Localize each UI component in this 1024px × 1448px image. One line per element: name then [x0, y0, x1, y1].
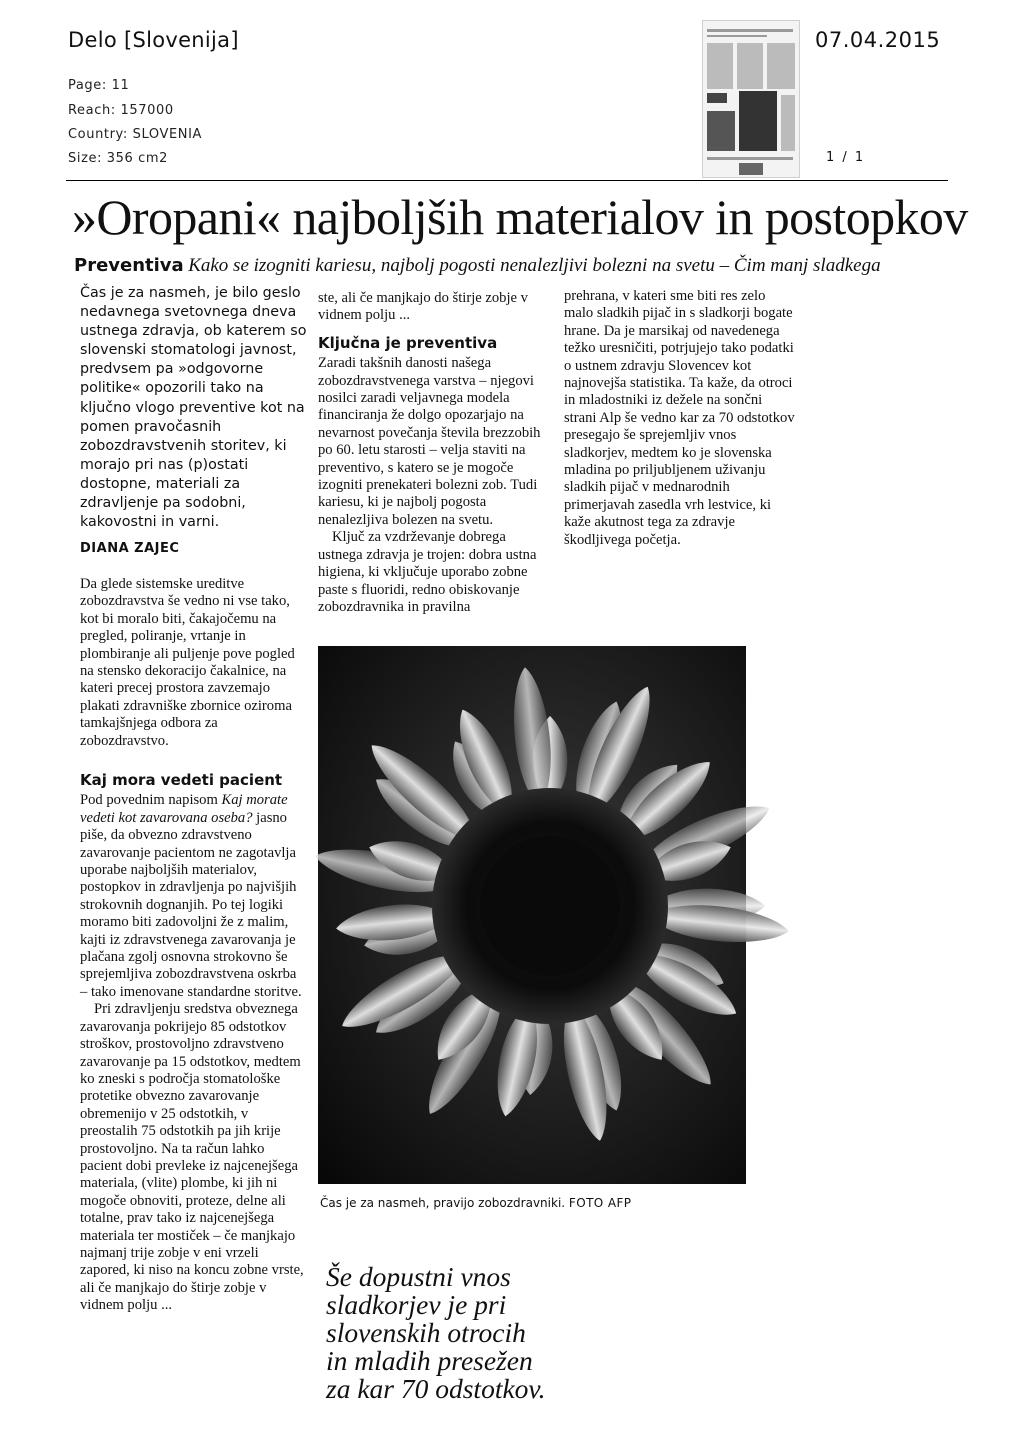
publication-name: Delo [Slovenija] — [68, 28, 239, 52]
article-kicker — [74, 255, 881, 277]
reach-value: Reach: 157000 — [68, 103, 174, 118]
kicker-text: Kako se izogniti kariesu, najbolj pogosti nenalezljivi bolezni na svetu – Čim manj sladkega — [188, 255, 881, 276]
text-run: jasno piše, da obvezno zdravstveno zavarovanje pacientom ne zagotavlja uporabe najboljših materialov, postopkov in zdravljenja po najvišjih strokovnih dognanjih. Po tej logiki moramo biti zadovoljni že z malim, kajti iz zdravstvenega zavarovanja je plačana zgolj osnovna strokovno še sprejemljiva zobozdravstvena oskrba – tako imenovane standardne storitve. — [80, 809, 302, 1000]
page-count: 1 / 1 — [826, 150, 866, 165]
column-1-top — [80, 576, 306, 750]
clipping-header — [0, 0, 1024, 182]
page-number: Page: 11 — [68, 78, 130, 93]
pull-quote-line: za kar 70 odstotkov. — [326, 1373, 546, 1404]
body-paragraph: Ključ za vzdrževanje dobrega ustnega zdravja je trojen: dobra ustna higiena, ki vključuje uporabo zobne paste s fluoridi, redno obiskovanje zobozdravnika in pravilna — [318, 529, 537, 615]
kicker-label: Preventiva — [74, 255, 184, 276]
author-byline: DIANA ZAJEC — [80, 541, 180, 556]
body-paragraph: Da glede sistemske ureditve zobozdravstva še vedno ni vse tako, kot bi moralo biti, čakajočemu na pregled, poliranje, vrtanje in plombiranje ali puljenje pove pogled na stensko dekoracijo čakalnice, na kateri precej prostora zavzemajo plakati zdravniške zbornice oziroma tamkajšnjega odbora za zobozdravstvo. — [80, 576, 295, 749]
subheading-prevention: Ključna je preventiva — [318, 333, 498, 352]
body-paragraph: ste, ali če manjkajo do štirje zobje v vidnem polju ... — [318, 290, 528, 324]
photo-caption — [320, 1196, 631, 1210]
pull-quote-line: Še dopustni vnos — [326, 1261, 511, 1292]
photo-credit: FOTO AFP — [568, 1196, 632, 1210]
size-value: Size: 356 cm2 — [68, 151, 169, 166]
body-paragraph: Zaradi takšnih danosti našega zobozdravstvenega varstva – njegovi nosilci zaradi veljavnega modela financiranja že dolgo opozarjajo na nevarnost povečanja števila brezzobih po 60. letu starosti – velja staviti na preventivo, s katero se je mogoče izogniti prenekateri bolezni zob. Tudi kariesu, ki je najbolj pogosta nenalezljiva bolezen na svetu. — [318, 355, 541, 528]
header-divider — [66, 180, 948, 181]
country-value: Country: SLOVENIA — [68, 127, 203, 142]
article-lead — [80, 284, 308, 532]
sunflower-image — [318, 646, 746, 1184]
body-paragraph — [80, 792, 306, 1001]
sunflower-photo — [318, 646, 746, 1184]
text-run: Pod povednim napisom — [80, 792, 222, 809]
body-paragraph: prehrana, v kateri sme biti res zelo malo sladkih pijač in s sladkorji bogate hrane. Da je marsikaj od navedenega težko uresničiti, potrjujejo tako podatki o ustnem zdravju Slovencev kot najnovejša statistika. Ta kaže, da otroci in mladostniki iz dežele na sončni strani Alp še vedno kar za 70 odstotkov presegajo še sprejemljiv vnos sladkorjev, medtem ko je slovenska mladina po priljubljenem uživanju sladkih pijač v mednarodnih primerjavah zasedla vrh lestvice, ki kaže akutnost tega za zdravje škodljivega početja. — [564, 288, 795, 548]
caption-text: Čas je za nasmeh, pravijo zobozdravniki. — [320, 1196, 566, 1210]
subheading-patient: Kaj mora vedeti pacient — [80, 771, 283, 789]
body-paragraph: Pri zdravljenju sredstva obveznega zavarovanja pokrijejo 85 odstotkov stroškov, prostovoljno zdravstveno zavarovanje pa 15 odstotkov, medtem ko zneski s področja stomatološke protetike obvezno zavarovanje obremenijo v 25 odstotkih, v preostalih 75 odstotkih pa jih krije prostovoljno. Na ta račun lahko pacient dobi prevleke iz najcenejšega materiala, (vlite) plombe, ki jih ni mogoče obnoviti, proteze, delne ali totalne, prav tako iz najcenejšega materiala ter mostiček – če manjkajo najmanj trije zobje v eni vrzeli zapored, ki niso na koncu zobne vrste, ali če manjkajo do štirje zobje v vidnem polju ... — [80, 1001, 304, 1314]
column-2 — [318, 290, 554, 616]
lead-paragraph: Čas je za nasmeh, je bilo geslo nedavnega svetovnega dneva ustnega zdravja, ob katerem so slovenski stomatologi javnost, predvsem pa »odgovorne politike« opozorili tako na ključno vlogo preventive kot na pomen pravočasnih zobozdravstvenih storitev, ki morajo pri nas (p)ostati dostopne, materiali za zdravljenje pa sodobni, kakovostni in varni. — [80, 285, 307, 531]
pull-quote-line: slovenskih otrocih — [326, 1317, 526, 1348]
pull-quote-line: in mladih presežen — [326, 1345, 533, 1376]
column-3 — [564, 288, 796, 549]
page-thumbnail — [702, 20, 800, 178]
publication-date: 07.04.2015 — [815, 28, 941, 52]
pull-quote-line: sladkorjev je pri — [326, 1289, 507, 1320]
emphasis-text: Kaj morate vedeti kot zavarovana oseba? — [80, 792, 288, 826]
article-headline: »Oropani« najboljših materialov in postopkov — [72, 189, 968, 245]
column-1-bottom — [80, 771, 306, 1314]
pull-quote — [326, 1263, 626, 1403]
